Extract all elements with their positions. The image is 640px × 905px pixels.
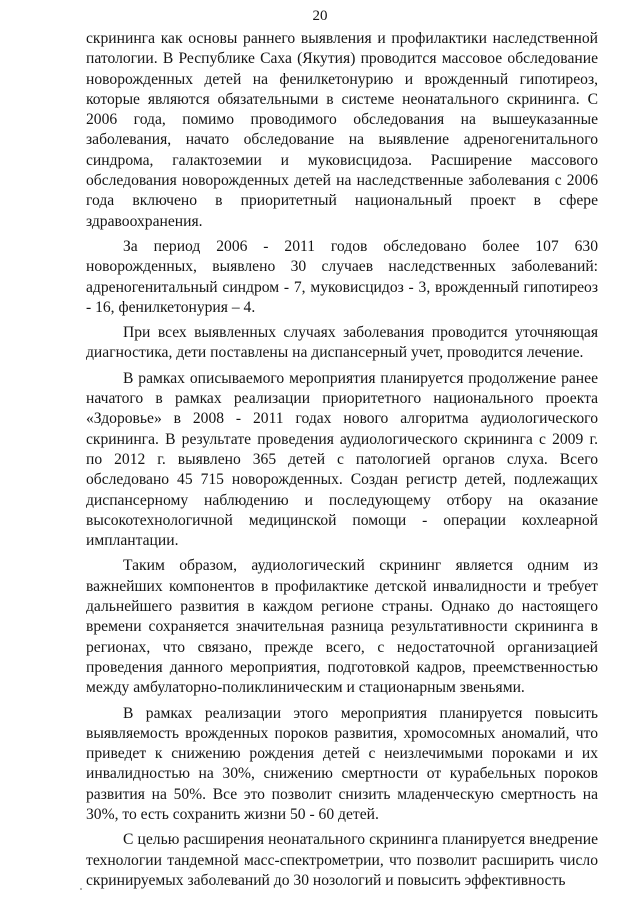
paragraph: В рамках описываемого мероприятия планируется продолжение ранее начатого в рамках реализации приоритетного национального проекта «Здоровье» в 2008 - 2011 годах нового алгоритма аудиологического скрининга. В результате проведения аудиологического скрининга с 2009 г. по 2012 г. выявлено 365 детей с патологией органов слуха. Всего обследовано 45 715 новорожденных. Создан регистр детей, подлежащих диспансерному наблюдению и последующему отбору на оказание высокотехнологичной медицинской помощи - операции кохлеарной имплантации. — [86, 369, 598, 550]
paragraph: Таким образом, аудиологический скрининг является одним из важнейших компонентов в профилактике детской инвалидности и требует дальнейшего развития в каждом регионе страны. Однако до настоящего времени сохраняется значительная разница результативности скрининга в регионах, что связано, прежде всего, с недостаточной организацией проведения данного мероприятия, подготовкой кадров, преемственностью между амбулаторно-поликлиническим и стационарным звеньями. — [86, 557, 598, 697]
paragraph: С целью расширения неонатального скрининга планируется внедрение технологии тандемной масс-спектрометрии, что позволит расширить число скринируемых заболеваний до 30 нозологий и повысить эффективность — [86, 831, 598, 889]
scan-speck — [80, 888, 82, 890]
document-body — [86, 29, 598, 891]
paragraph: При всех выявленных случаях заболевания проводится уточняющая диагностика, дети поставлены на диспансерный учет, проводится лечение. — [86, 324, 598, 362]
paragraph: В рамках реализации этого мероприятия планируется повысить выявляемость врожденных пороков развития, хромосомных аномалий, что приведет к снижению рождения детей с неизлечимыми пороками и их инвалидностью на 30%, снижению смертности от курабельных пороков развития на 50%. Все это позволит снизить младенческую смертность на 30%, то есть сохранить жизни 50 - 60 детей. — [86, 704, 598, 823]
paragraph-continuation: скрининга как основы раннего выявления и профилактики наследственной патологии. В Республике Саха (Якутия) проводится массовое обследование новорожденных детей на фенилкетонурию и врожденный гипотиреоз, которые являются обязательными в системе неонатального скрининга. С 2006 года, помимо проводимого обследования на вышеуказанные заболевания, начато обследование на выявление адреногенитального синдрома, галактоземии и муковисцидоза. Расширение массового обследования новорожденных детей на наследственные заболевания с 2006 года включено в приоритетный национальный проект в сфере здравоохранения. — [86, 30, 598, 230]
paragraph: За период 2006 - 2011 годов обследовано более 107 630 новорожденных, выявлено 30 случаев наследственных заболеваний: адреногенитальный синдром - 7, муковисцидоз - 3, врожденный гипотиреоз - 16, фенилкетонурия – 4. — [86, 237, 598, 316]
page-number: 20 — [312, 8, 328, 24]
